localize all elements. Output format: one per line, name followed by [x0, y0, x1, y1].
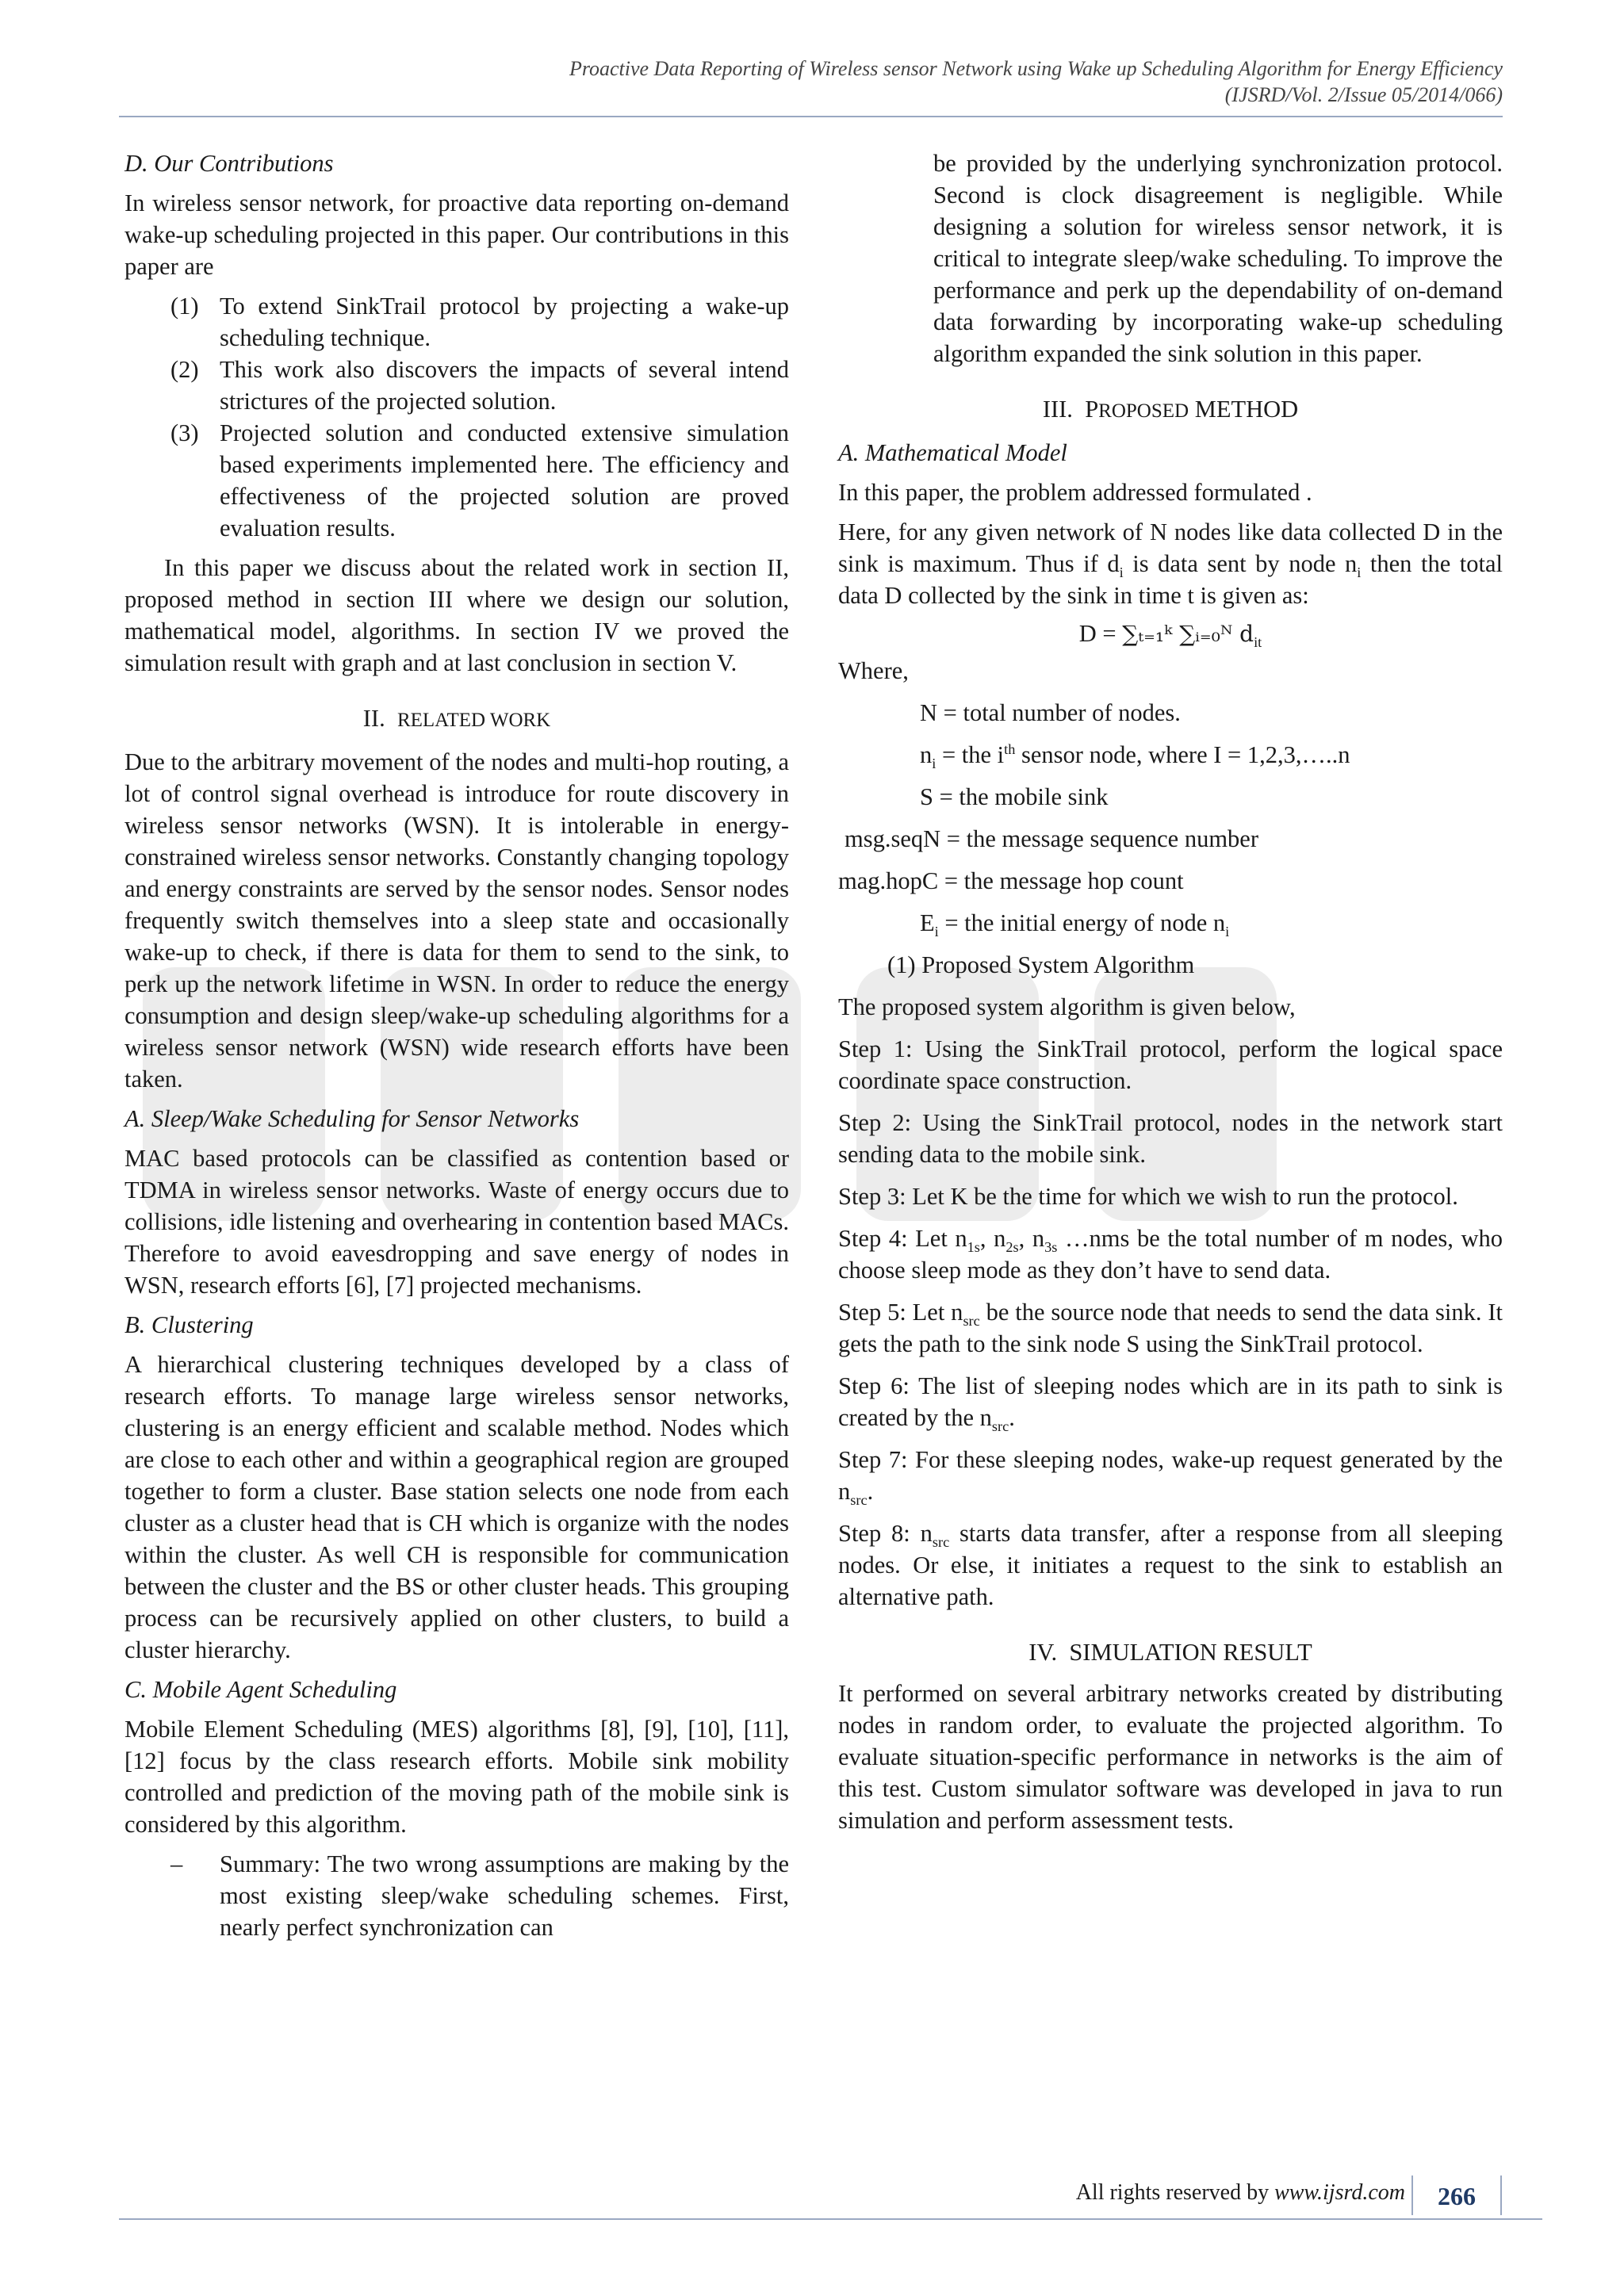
subscript: i: [934, 924, 939, 940]
section-number: IV.: [1028, 1639, 1058, 1666]
header-rule: [119, 116, 1503, 117]
formula-subscript: it: [1254, 634, 1262, 651]
copyright-text: All rights reserved by: [1075, 2180, 1275, 2205]
header-title: Proactive Data Reporting of Wireless sensor Network using Wake up Scheduling Algorithm for Energy Efficiency: [569, 57, 1503, 80]
contributions-heading: D. Our Contributions: [124, 150, 334, 177]
section-number: III.: [1042, 396, 1073, 423]
clustering-paragraph: A hierarchical clustering techniques developed by a class of research efforts. To manage large wireless sensor networks, clustering is an energy efficient and scalable method. Nodes which are close to each other and within a geographical region are grouped together to form a cluster. Base station selects one node from each cluster as a cluster head that is CH which is organize with the nodes within the cluster. As well CH is responsible for communication between the cluster and the BS or other cluster heads. This grouping process can be recursively applied on other clusters, to build a cluster hierarchy.: [124, 1351, 789, 1663]
text-run: Step 7: For these sleeping nodes, wake-up request generated by the n: [838, 1446, 1503, 1505]
summary-text: Summary: The two wrong assumptions are making by the most existing sleep/wake scheduling schemes. First, nearly perfect synchronization can: [220, 1850, 789, 1941]
subscript: src: [850, 1492, 868, 1509]
algorithm-intro: The proposed system algorithm is given below,: [838, 993, 1296, 1020]
text-run: E: [920, 909, 935, 936]
section-title-initial: P: [1085, 396, 1099, 423]
where-label: Where,: [838, 657, 909, 684]
simulation-heading: [838, 1636, 1503, 1668]
text-run: .: [1009, 1404, 1015, 1431]
algorithm-step-2: Step 2: Using the SinkTrail protocol, nodes in the network start sending data to the mobile sink.: [838, 1109, 1503, 1168]
text-run: Step 4: Let n: [838, 1225, 967, 1252]
definition-ni: [838, 739, 1503, 771]
text-run: Step 5: Let n: [838, 1299, 963, 1326]
bullet-dash: –: [170, 1850, 183, 1877]
algorithm-step-3: Step 3: Let K be the time for which we wish to run the protocol.: [838, 1183, 1458, 1210]
simulation-paragraph: It performed on several arbitrary networks created by distributing nodes in random order, to evaluate the projected algorithm. To evaluate situation-specific performance in networks is the aim of this test. Custom simulator software was developed in java to run simulation and perform assessment tests.: [838, 1680, 1503, 1834]
subscript: src: [963, 1313, 980, 1330]
algorithm-step-5: [838, 1296, 1503, 1360]
algorithm-step-7: [838, 1444, 1503, 1507]
subscript: 1s: [967, 1239, 980, 1256]
contributions-list: [124, 290, 789, 544]
copyright-notice: [1076, 2180, 1405, 2206]
formula-sums: ∑ₜ₌₁ᵏ ∑ᵢ₌₀ᴺ d: [1122, 621, 1254, 647]
sleep-wake-heading: A. Sleep/Wake Scheduling for Sensor Networks: [124, 1105, 580, 1132]
proposed-method-heading: [838, 393, 1503, 427]
text-run: then the total data D collected by the sink in time t is given as:: [838, 550, 1503, 609]
section-title: RELATED WORK: [396, 710, 551, 731]
list-item: [124, 417, 789, 544]
text-run: sensor node, where I = 1,2,3,…..n: [1015, 741, 1350, 768]
list-item: [124, 290, 789, 354]
section-number: II.: [362, 705, 385, 732]
algorithm-step-6: [838, 1370, 1503, 1433]
algorithm-step-1: Step 1: Using the SinkTrail protocol, perform the logical space coordinate space construction.: [838, 1035, 1503, 1094]
left-column: [124, 147, 789, 1943]
subscript: i: [1357, 564, 1362, 581]
text-run: , n: [979, 1225, 1006, 1252]
subscript: i: [932, 756, 936, 772]
list-item: [124, 354, 789, 417]
text-run: .: [867, 1478, 874, 1505]
definition-msg-seqn: msg.seqN = the message sequence number: [845, 825, 1258, 852]
related-work-heading: [124, 702, 789, 737]
list-item-text: This work also discovers the impacts of several intend strictures of the projected solution.: [220, 356, 789, 415]
list-item-number: (1): [170, 293, 199, 320]
text-run: Here, for any given network of N nodes like data collected D in the sink is maximum. Thus if d: [838, 519, 1503, 577]
subscript: i: [1119, 564, 1124, 581]
paper-outline-paragraph: In this paper we discuss about the related work in section II, proposed method in section III where we design our solution, mathematical model, algorithms. In section IV we proved the simulation result with graph and at last conclusion in section V.: [124, 554, 789, 676]
math-model-paragraph-1: In this paper, the problem addressed formulated .: [838, 479, 1312, 506]
section-title-rest: METHOD: [1194, 396, 1299, 423]
section-title: SIMULATION RESULT: [1069, 1639, 1312, 1666]
list-item-number: (2): [170, 356, 199, 383]
related-work-paragraph: Due to the arbitrary movement of the nodes and multi-hop routing, a lot of control signal overhead is introduce for route discovery in wireless sensor networks (WSN). It is intolerable in energy-constrained wireless sensor networks. Constantly changing topology and energy constraints are served by the sensor nodes. Sensor nodes frequently switch themselves into a sleep state and occasionally wake-up to check, if there is data for them to send to the sink, to perk up the network lifetime in WSN. In order to reduce the energy consumption and design sleep/wake-up scheduling algorithms for a wireless sensor network (WSN) wide research efforts have been taken.: [124, 748, 789, 1093]
subscript: src: [991, 1418, 1009, 1435]
subscript: i: [1225, 924, 1230, 940]
text-run: Step 8: n: [838, 1520, 933, 1547]
section-title-smallcaps: ROPOSED: [1098, 400, 1189, 422]
subscript: src: [932, 1534, 950, 1551]
clustering-heading: B. Clustering: [124, 1311, 254, 1338]
page-footer: [0, 2179, 1624, 2226]
text-run: is data sent by node n: [1123, 550, 1358, 577]
page-number: 266: [1411, 2175, 1502, 2215]
definition-ei: [838, 907, 1503, 939]
text-run: Step 6: The list of sleeping nodes which are in its path to sink is created by the n: [838, 1372, 1503, 1431]
right-column: [838, 147, 1503, 1836]
math-model-heading: A. Mathematical Model: [838, 439, 1067, 466]
definition-s: S = the mobile sink: [920, 783, 1109, 810]
math-model-paragraph-2: [838, 516, 1503, 611]
subscript: 3s: [1044, 1239, 1058, 1256]
definition-n: N = total number of nodes.: [920, 699, 1181, 726]
footer-rule: [119, 2218, 1542, 2220]
algorithm-step-8: [838, 1517, 1503, 1613]
summary-bullet-item: [124, 1848, 789, 1943]
subscript: 2s: [1005, 1239, 1019, 1256]
text-run: starts data transfer, after a response from all sleeping nodes. Or else, it initiates a request to the sink to establish an alternative path.: [838, 1520, 1503, 1610]
summary-continuation: be provided by the underlying synchronization protocol. Second is clock disagreement is negligible. While designing a solution for wireless sensor network, it is critical to integrate sleep/wake scheduling. To improve the performance and perk up the dependability of on-demand data forwarding by incorporating wake-up scheduling algorithm expanded the sink solution in this paper.: [933, 150, 1503, 367]
website-link[interactable]: www.ijsrd.com: [1274, 2180, 1405, 2205]
text-run: = the initial energy of node n: [938, 909, 1226, 936]
text-run: n: [920, 741, 933, 768]
formula-lhs: D =: [1078, 620, 1123, 647]
list-item-text: Projected solution and conducted extensive simulation based experiments implemented here. The efficiency and effectiveness of the projected solution are proved evaluation results.: [220, 419, 789, 541]
running-header: [119, 55, 1503, 108]
algorithm-step-4: [838, 1223, 1503, 1286]
list-item-number: (3): [170, 419, 199, 446]
algorithm-heading: (1) Proposed System Algorithm: [887, 951, 1195, 978]
mobile-agent-heading: C. Mobile Agent Scheduling: [124, 1676, 397, 1703]
total-data-formula: [838, 618, 1503, 650]
contributions-intro: In wireless sensor network, for proactive data reporting on-demand wake-up scheduling projected in this paper. Our contributions in this paper are: [124, 189, 789, 280]
text-run: = the i: [936, 741, 1005, 768]
text-run: be the source node that needs to send the data sink. It gets the path to the sink node S using the SinkTrail protocol.: [838, 1299, 1503, 1357]
text-run: …nms be the total number of m nodes, who choose sleep mode as they don’t have to send data.: [838, 1225, 1503, 1284]
sleep-wake-paragraph: MAC based protocols can be classified as contention based or TDMA in wireless sensor networks. Waste of energy occurs due to collisions, idle listening and overhearing in contention based MACs. Therefore to avoid eavesdropping and save energy of nodes in WSN, research efforts [6], [7] projected mechanisms.: [124, 1145, 789, 1299]
superscript: th: [1004, 740, 1016, 757]
mobile-agent-paragraph: Mobile Element Scheduling (MES) algorithms [8], [9], [10], [11], [12] focus by the class research efforts. Mobile sink mobility controlled and prediction of the moving path of the mobile sink is considered by this algorithm.: [124, 1716, 789, 1838]
text-run: , n: [1018, 1225, 1045, 1252]
header-journal: (IJSRD/Vol. 2/Issue 05/2014/066): [1224, 83, 1503, 106]
definition-mag-hopc: mag.hopC = the message hop count: [838, 867, 1184, 894]
list-item-text: To extend SinkTrail protocol by projecting a wake-up scheduling technique.: [220, 293, 789, 351]
